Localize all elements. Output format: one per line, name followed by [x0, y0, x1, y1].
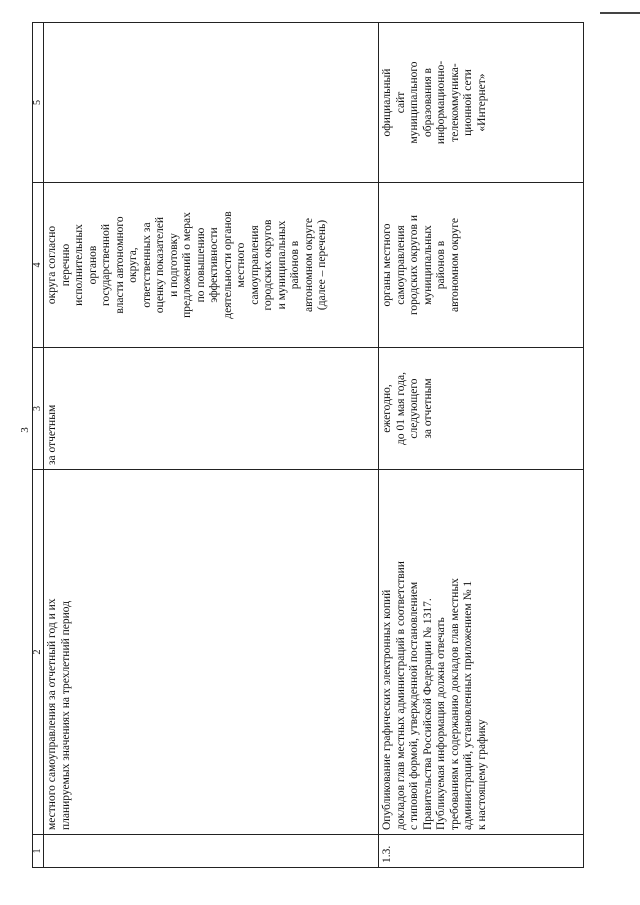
row-deadline: за отчетным — [44, 348, 379, 470]
header-col-2: 2 — [33, 470, 44, 835]
header-col-4: 4 — [33, 183, 44, 348]
table-row — [379, 23, 584, 868]
row-description: Опубликование графических электронных копий докладов глав местных администраций в соответствии с типовой формой, утвержденной постановлением Правительства Российской Федерации № 1317. Публикуемая информация должна отвечать требованиям к содержанию докладов глав местных администраций, установленных приложением № 1 к настоящему графику — [379, 470, 584, 835]
top-edge-line — [600, 12, 640, 14]
table-header-row — [33, 23, 44, 868]
schedule-table — [32, 22, 584, 868]
row-responsible: органы местного самоуправления городских округов и муниципальных районов в автономном округе — [379, 183, 584, 348]
row-description: местного самоуправления за отчетный год и их планируемых значениях на трехлетний период — [44, 470, 379, 835]
rotated-page — [18, 23, 630, 868]
row-deadline: ежегодно, до 01 мая года, следующего за отчетным — [379, 348, 584, 470]
header-col-5: 5 — [33, 23, 44, 183]
page-number: 3 — [19, 427, 31, 433]
table-row — [44, 23, 379, 868]
header-col-1: 1 — [33, 835, 44, 868]
row-number: 1.3. — [379, 835, 584, 868]
row-responsible: округа согласно перечню исполнительных органов государственной власти автономного округа, ответственных за оценку показателей и подготовку предложений о мерах по повышению эффективности деятельности органов местного самоуправления городских округов и муниципальных районов в автономном округе (далее – перечень) — [44, 183, 379, 348]
row-source — [44, 23, 379, 183]
header-col-3: 3 — [33, 348, 44, 470]
row-source: официальный сайт муниципального образования в информационно- телекоммуника- ционной сети «Интернет» — [379, 23, 584, 183]
row-number — [44, 835, 379, 868]
